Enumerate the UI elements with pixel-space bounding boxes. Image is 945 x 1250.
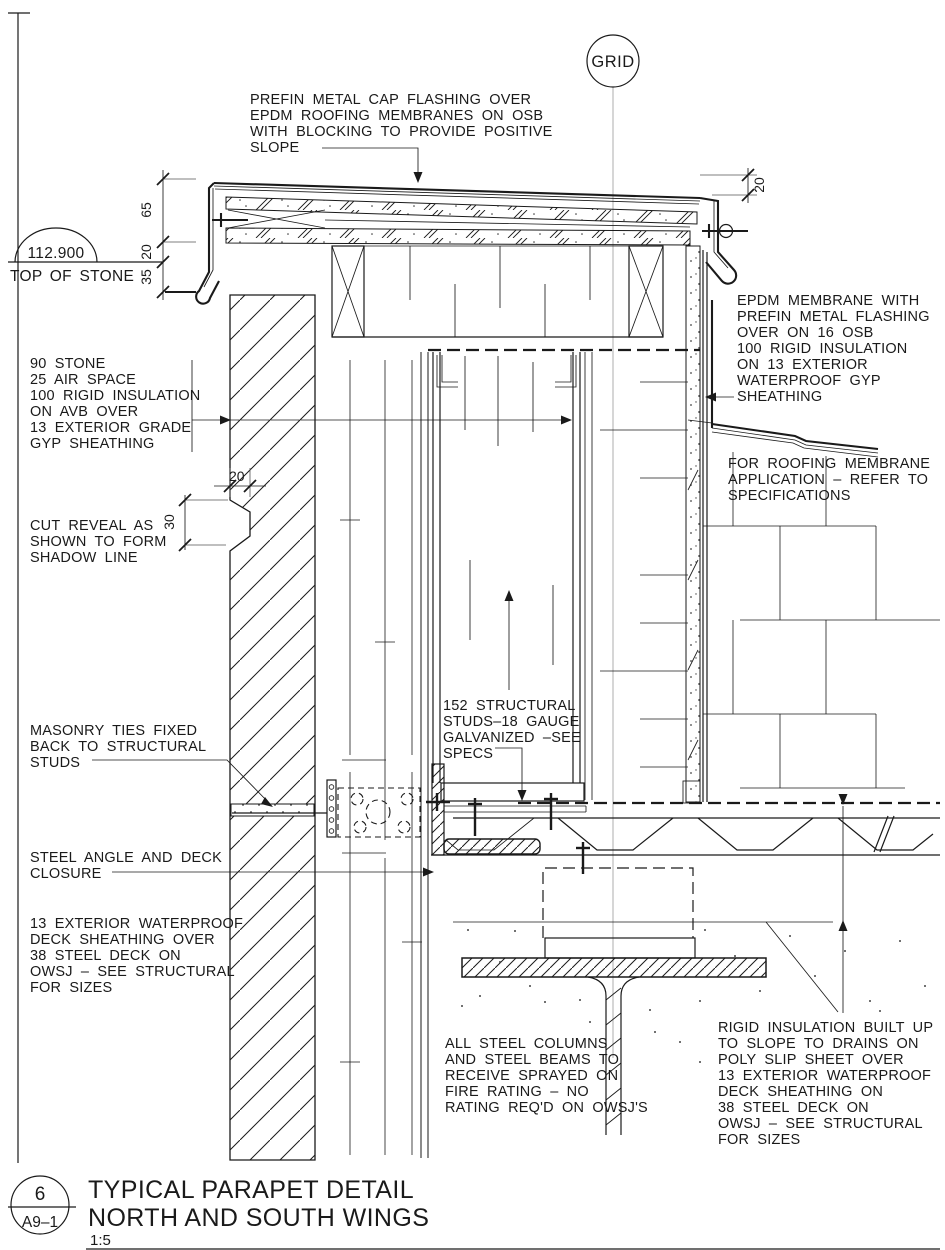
svg-text:PREFIN METAL FLASHING: PREFIN METAL FLASHING (737, 309, 930, 325)
svg-text:DECK SHEATHING OVER: DECK SHEATHING OVER (30, 932, 215, 948)
svg-text:100 RIGID INSULATION: 100 RIGID INSULATION (30, 388, 201, 404)
svg-text:DECK SHEATHING ON: DECK SHEATHING ON (718, 1084, 884, 1100)
elevation-value: 112.900 (27, 245, 85, 262)
svg-text:EPDM MEMBRANE WITH: EPDM MEMBRANE WITH (737, 293, 920, 309)
detail-number: 6 (34, 1184, 46, 1205)
sheet-reference: A9–1 (21, 1214, 59, 1231)
note-rigid-insulation (718, 1020, 933, 1148)
dim-30: 30 (161, 514, 177, 530)
svg-text:38 STEEL DECK ON: 38 STEEL DECK ON (30, 948, 181, 964)
dim-35: 35 (138, 269, 154, 285)
svg-text:SPECIFICATIONS: SPECIFICATIONS (728, 488, 851, 504)
svg-text:ON AVB OVER: ON AVB OVER (30, 404, 139, 420)
dim-65: 65 (138, 202, 154, 218)
svg-text:OWSJ – SEE STRUCTURAL: OWSJ – SEE STRUCTURAL (718, 1116, 923, 1132)
svg-text:25 AIR SPACE: 25 AIR SPACE (30, 372, 137, 388)
svg-text:13 EXTERIOR GRADE: 13 EXTERIOR GRADE (30, 420, 192, 436)
svg-text:OVER ON 16 OSB: OVER ON 16 OSB (737, 325, 874, 341)
dim-20-left: 20 (138, 244, 154, 260)
svg-text:FOR ROOFING MEMBRANE: FOR ROOFING MEMBRANE (728, 456, 931, 472)
svg-text:SHEATHING: SHEATHING (737, 389, 823, 405)
svg-text:ON 13 EXTERIOR: ON 13 EXTERIOR (737, 357, 868, 373)
svg-text:SHADOW LINE: SHADOW LINE (30, 550, 138, 566)
note-steel-angle (30, 850, 222, 882)
note-masonry-ties (30, 723, 206, 771)
svg-text:CUT REVEAL AS: CUT REVEAL AS (30, 518, 154, 534)
svg-text:GYP SHEATHING: GYP SHEATHING (30, 436, 155, 452)
svg-text:STUDS–18 GAUGE: STUDS–18 GAUGE (443, 714, 580, 730)
note-cut-reveal (30, 518, 167, 566)
svg-text:POLY SLIP SHEET OVER: POLY SLIP SHEET OVER (718, 1052, 904, 1068)
svg-text:OWSJ – SEE STRUCTURAL: OWSJ – SEE STRUCTURAL (30, 964, 235, 980)
detail-title-line2: NORTH AND SOUTH WINGS (88, 1204, 430, 1232)
cavity-insulation-left (340, 352, 428, 1158)
stone-veneer-wall (230, 295, 315, 1160)
svg-text:152 STRUCTURAL: 152 STRUCTURAL (443, 698, 576, 714)
svg-text:TO SLOPE TO DRAINS ON: TO SLOPE TO DRAINS ON (718, 1036, 919, 1052)
svg-text:38 STEEL DECK ON: 38 STEEL DECK ON (718, 1100, 869, 1116)
svg-text:SPECS: SPECS (443, 746, 494, 762)
svg-text:SHOWN TO FORM: SHOWN TO FORM (30, 534, 167, 550)
svg-text:SLOPE: SLOPE (250, 140, 300, 156)
dim-right-20 (700, 168, 767, 203)
svg-text:EPDM ROOFING MEMBRANES ON OSB: EPDM ROOFING MEMBRANES ON OSB (250, 108, 544, 124)
steel-angle-deck-closure (426, 764, 590, 874)
svg-text:MASONRY TIES FIXED: MASONRY TIES FIXED (30, 723, 198, 739)
note-deck-sheathing (30, 916, 243, 996)
svg-text:FOR SIZES: FOR SIZES (718, 1132, 801, 1148)
dim-20-reveal: 20 (229, 468, 245, 484)
note-roofing-membrane (728, 456, 930, 504)
dim-20-right: 20 (751, 177, 767, 193)
svg-text:STEEL ANGLE AND DECK: STEEL ANGLE AND DECK (30, 850, 222, 866)
note-studs (443, 698, 581, 762)
dim-chain-left (138, 170, 196, 300)
svg-text:ALL STEEL COLUMNS: ALL STEEL COLUMNS (445, 1036, 608, 1052)
svg-text:BACK TO STRUCTURAL: BACK TO STRUCTURAL (30, 739, 207, 755)
svg-text:FIRE RATING – NO: FIRE RATING – NO (445, 1084, 589, 1100)
svg-text:STUDS: STUDS (30, 755, 81, 771)
svg-text:RECEIVE SPRAYED ON: RECEIVE SPRAYED ON (445, 1068, 619, 1084)
note-prefin-cap (250, 92, 553, 156)
svg-text:WITH BLOCKING TO PROVIDE POSIT: WITH BLOCKING TO PROVIDE POSITIVE (250, 124, 553, 140)
detail-title-line1: TYPICAL PARAPET DETAIL (88, 1176, 415, 1204)
svg-text:RATING REQ'D ON OWSJ'S: RATING REQ'D ON OWSJ'S (445, 1100, 648, 1116)
svg-text:FOR SIZES: FOR SIZES (30, 980, 113, 996)
svg-text:100 RIGID INSULATION: 100 RIGID INSULATION (737, 341, 908, 357)
svg-text:AND STEEL BEAMS TO: AND STEEL BEAMS TO (445, 1052, 620, 1068)
svg-text:WATERPROOF GYP: WATERPROOF GYP (737, 373, 881, 389)
svg-text:13 EXTERIOR WATERPROOF: 13 EXTERIOR WATERPROOF (30, 916, 244, 932)
note-wall-assembly (30, 356, 200, 452)
dimensions (8, 168, 767, 551)
note-epdm-membrane (737, 293, 930, 405)
title-block (8, 1176, 940, 1249)
svg-text:GALVANIZED –SEE: GALVANIZED –SEE (443, 730, 581, 746)
grid-line-group (587, 35, 639, 1058)
svg-text:90 STONE: 90 STONE (30, 356, 106, 372)
svg-text:PREFIN METAL CAP FLASHING OVER: PREFIN METAL CAP FLASHING OVER (250, 92, 532, 108)
level-label: TOP OF STONE (10, 268, 135, 285)
svg-text:RIGID INSULATION BUILT UP: RIGID INSULATION BUILT UP (718, 1020, 934, 1036)
note-fire-rating (445, 1036, 648, 1116)
grid-bubble-label: GRID (591, 53, 635, 71)
detail-scale: 1:5 (90, 1232, 111, 1249)
svg-text:APPLICATION – REFER TO: APPLICATION – REFER TO (728, 472, 929, 488)
svg-text:13 EXTERIOR WATERPROOF: 13 EXTERIOR WATERPROOF (718, 1068, 932, 1084)
sheet-border (8, 13, 30, 1163)
svg-text:CLOSURE: CLOSURE (30, 866, 102, 882)
